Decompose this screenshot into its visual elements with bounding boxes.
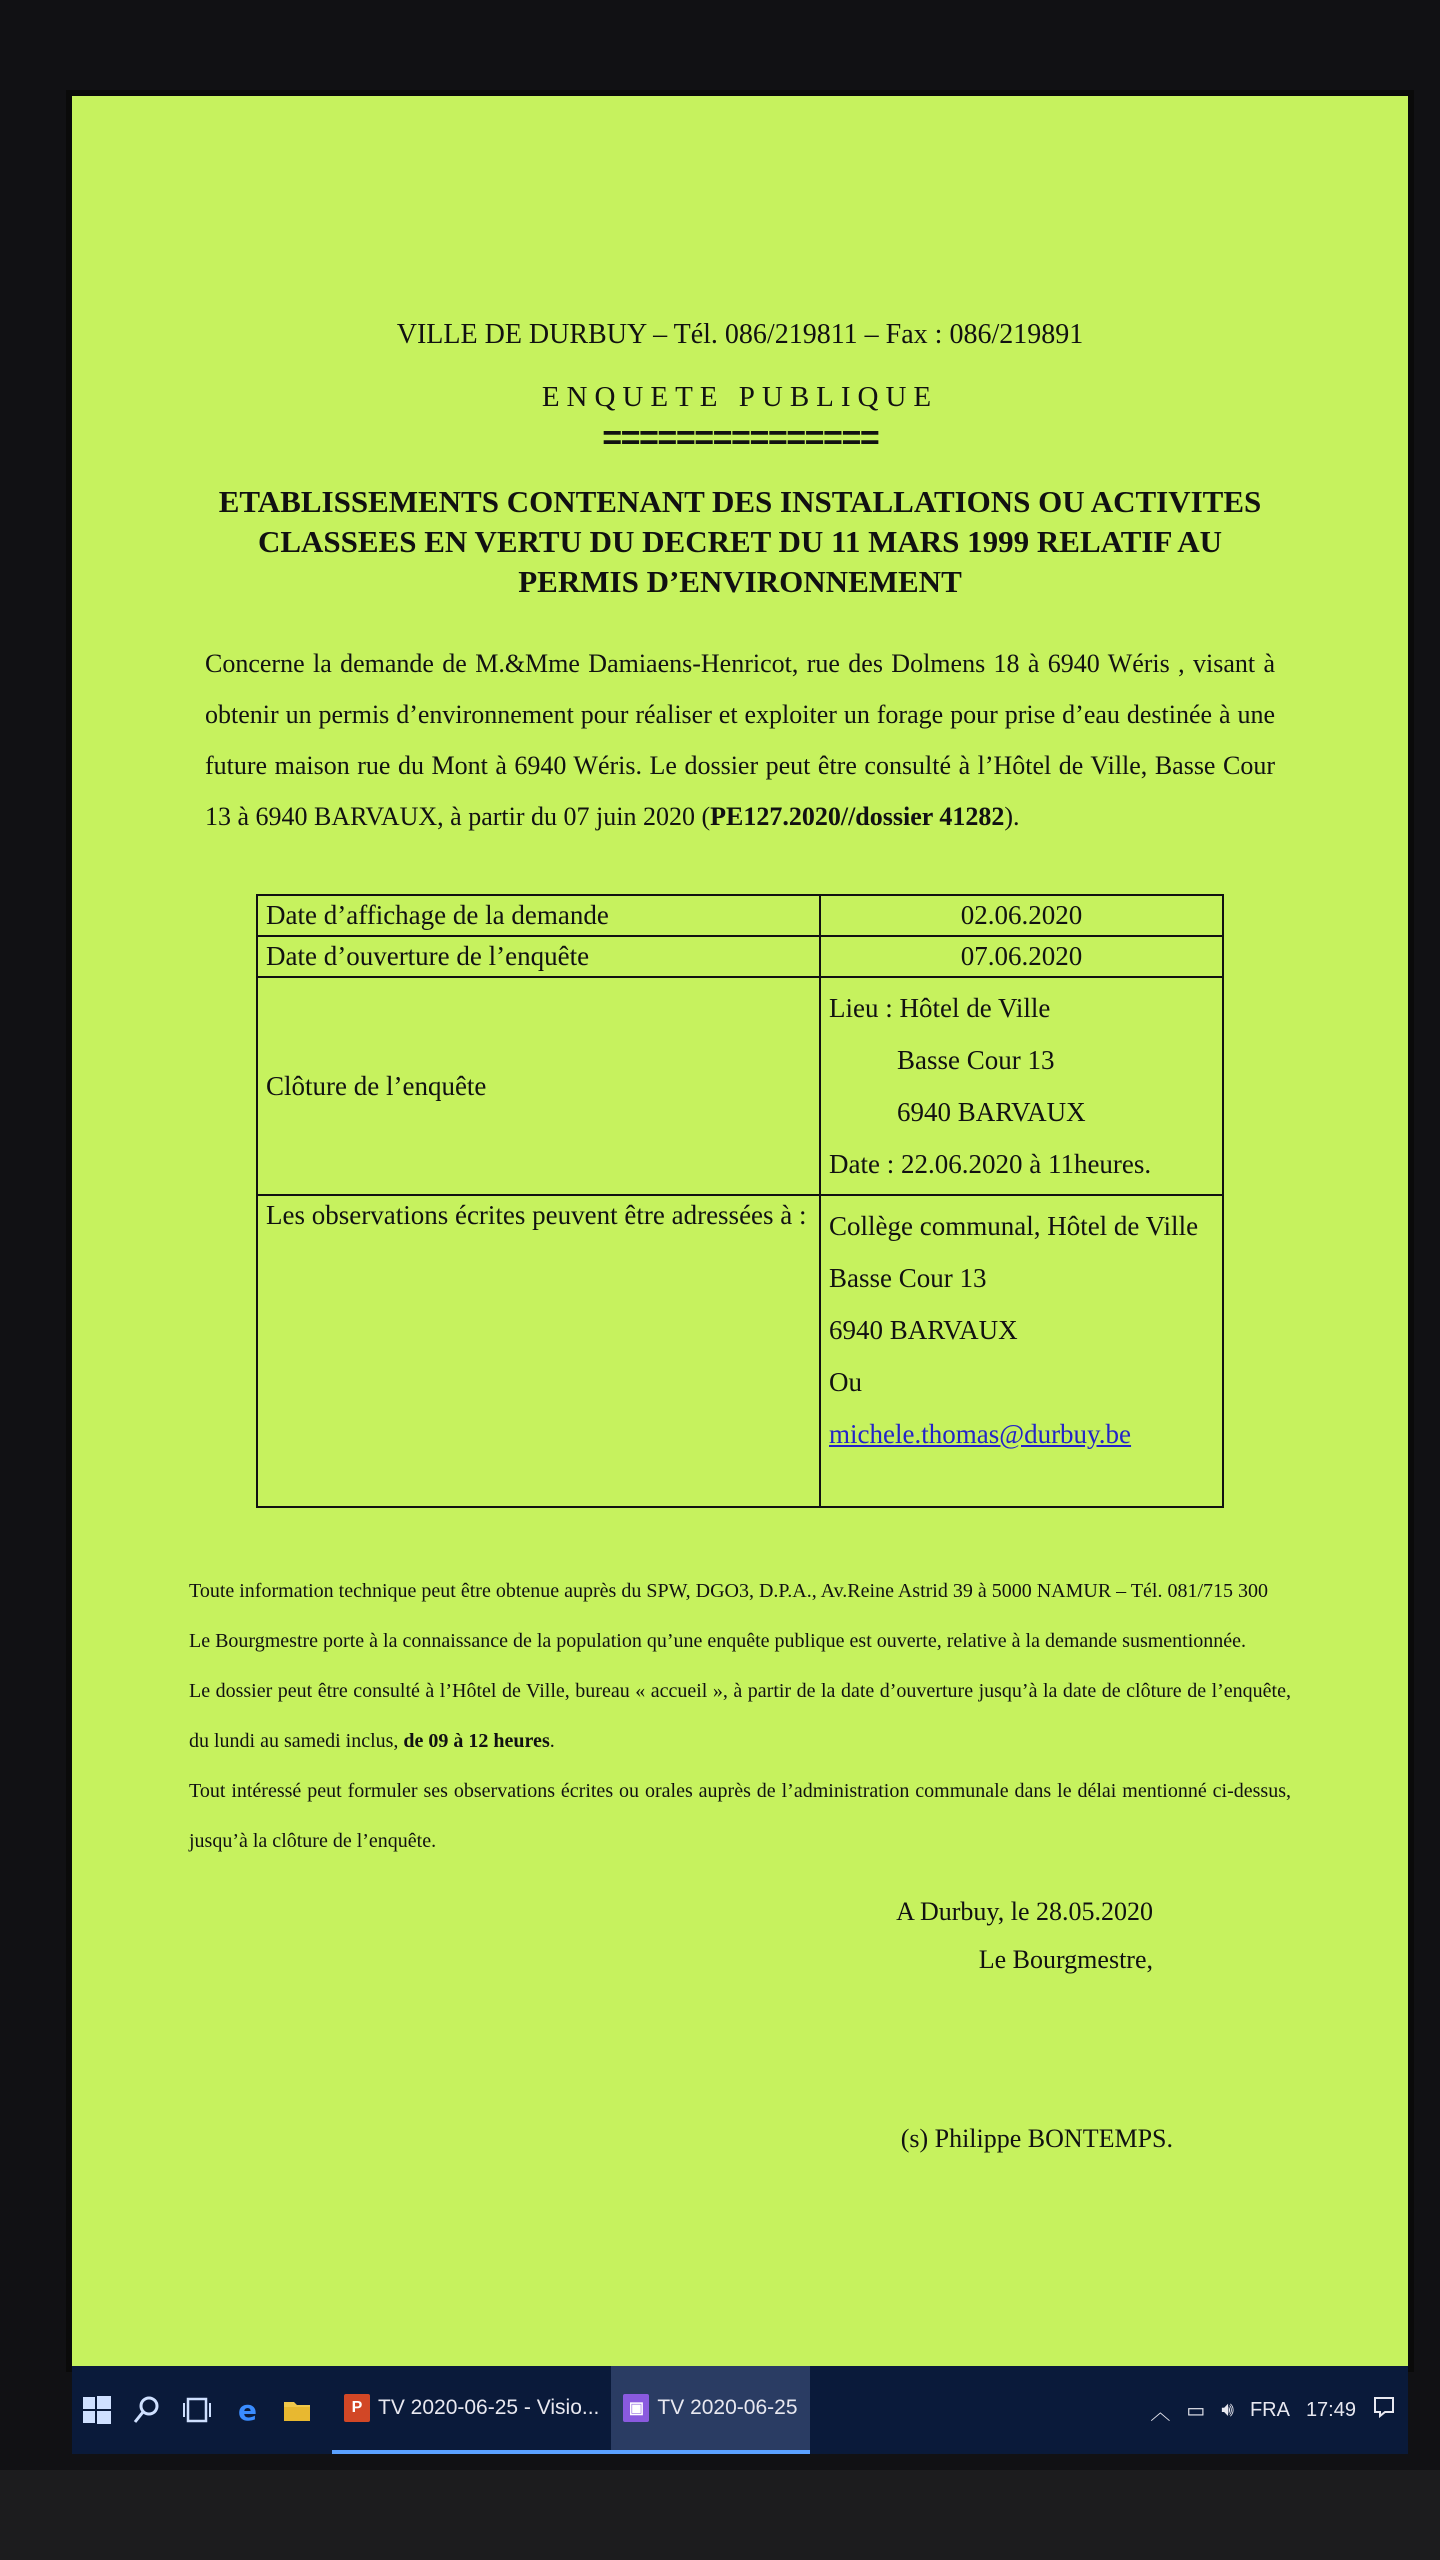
intro-text: Concerne la demande de M.&Mme Damiaens-Henricot, rue des Dolmens 18 à 6940 Wéris , visant à obtenir un permis d’environnement pour réaliser et exploiter un forage pour prise d’eau destinée à une future maison rue du Mont à 6940 Wéris. Le dossier peut être consulté à l’Hôtel de Ville, Basse Cour 13 à 6940 BARVAUX, à partir du 07 juin 2020 ( bbox=[205, 649, 1275, 831]
notice-title bbox=[187, 482, 1293, 602]
closing-line: Date : 22.06.2020 à 11heures. bbox=[829, 1149, 1152, 1179]
language-indicator[interactable]: FRA bbox=[1249, 2398, 1290, 2421]
email-link[interactable]: michele.thomas@durbuy.be bbox=[829, 1419, 1132, 1449]
note-text-end: . bbox=[549, 1730, 555, 1752]
dates-table bbox=[256, 894, 1224, 1508]
dossier-reference: PE127.2020//dossier 41282 bbox=[710, 802, 1005, 831]
address-line: Collège communal, Hôtel de Ville bbox=[829, 1211, 1199, 1241]
title-line: ETABLISSEMENTS CONTENANT DES INSTALLATIONS OU ACTIVITES bbox=[218, 484, 1262, 519]
search-icon[interactable] bbox=[122, 2366, 172, 2454]
monitor-bezel bbox=[0, 2470, 1440, 2560]
heading-rule: =============== bbox=[601, 422, 879, 460]
title-line: PERMIS D’ENVIRONNEMENT bbox=[518, 564, 962, 599]
table-row bbox=[257, 1195, 1223, 1507]
request-paragraph bbox=[187, 638, 1293, 842]
notice-heading: ENQUETE PUBLIQUE bbox=[541, 381, 939, 413]
row-label: Clôture de l’enquête bbox=[257, 977, 820, 1195]
row-label: Date d’affichage de la demande bbox=[257, 895, 820, 936]
notice-document bbox=[187, 201, 1293, 2154]
edge-browser-icon[interactable] bbox=[222, 2366, 272, 2454]
viewer-app-icon: ▣ bbox=[623, 2394, 649, 2422]
system-tray bbox=[1150, 2395, 1408, 2425]
title-line: CLASSEES EN VERTU DU DECRET DU 11 MARS 1999 RELATIF AU bbox=[257, 524, 1223, 559]
svg-text:e: e bbox=[238, 2395, 257, 2425]
row-label: Les observations écrites peuvent être adressées à : bbox=[257, 1195, 820, 1507]
volume-icon[interactable]: 🔊︎ bbox=[1221, 2398, 1234, 2421]
town-header: VILLE DE DURBUY – Tél. 086/219811 – Fax : 086/219891 bbox=[396, 319, 1084, 350]
document-viewer-screen bbox=[72, 96, 1408, 2366]
place-date: A Durbuy, le 28.05.2020 bbox=[896, 1897, 1153, 1926]
taskbar-app-viewer[interactable] bbox=[611, 2366, 809, 2454]
closing-line: Lieu : Hôtel de Ville bbox=[829, 993, 1051, 1023]
note-paragraph: Le Bourgmestre porte à la connaissance de la population qu’une enquête publique est ouverte, relative à la demande susmentionnée. bbox=[189, 1630, 1247, 1652]
closing-line: Basse Cour 13 bbox=[897, 1045, 1055, 1075]
row-value: 02.06.2020 bbox=[820, 895, 1223, 936]
windows-start-icon[interactable] bbox=[72, 2366, 122, 2454]
table-row bbox=[257, 895, 1223, 936]
notes-section bbox=[187, 1566, 1293, 1866]
address-line: 6940 BARVAUX bbox=[829, 1315, 1018, 1345]
closing-details bbox=[820, 977, 1223, 1195]
signatory-title: Le Bourgmestre, bbox=[978, 1945, 1153, 1974]
address-line: Basse Cour 13 bbox=[829, 1263, 987, 1293]
note-paragraph: Toute information technique peut être obtenue auprès du SPW, DGO3, D.P.A., Av.Reine Astrid 39 à 5000 NAMUR – Tél. 081/715 300 bbox=[189, 1580, 1269, 1602]
app-label: TV 2020-06-25 - Visio... bbox=[378, 2396, 600, 2419]
intro-end: ). bbox=[1004, 802, 1020, 831]
note-paragraph: Tout intéressé peut formuler ses observations écrites ou orales auprès de l’administration communale dans le délai mentionné ci-dessus, jusqu’à la clôture de l’enquête. bbox=[189, 1780, 1291, 1852]
row-label: Date d’ouverture de l’enquête bbox=[257, 936, 820, 977]
note-text: Le dossier peut être consulté à l’Hôtel de Ville, bureau « accueil », à partir de la date d’ouverture jusqu’à la date de clôture de l’enquête, du lundi au samedi inclus, bbox=[189, 1680, 1291, 1752]
row-value: 07.06.2020 bbox=[820, 936, 1223, 977]
notification-icon[interactable] bbox=[1372, 2395, 1396, 2425]
taskbar bbox=[72, 2366, 1408, 2454]
signatory-name: (s) Philippe BONTEMPS. bbox=[900, 2124, 1173, 2153]
table-row bbox=[257, 936, 1223, 977]
signature-block bbox=[187, 1888, 1293, 1984]
clock[interactable]: 17:49 bbox=[1305, 2398, 1356, 2421]
file-explorer-icon[interactable] bbox=[272, 2366, 322, 2454]
address-line: Ou bbox=[829, 1367, 862, 1397]
closing-line: 6940 BARVAUX bbox=[897, 1097, 1086, 1127]
task-view-icon[interactable] bbox=[172, 2366, 222, 2454]
office-hours: de 09 à 12 heures bbox=[403, 1730, 550, 1752]
taskbar-app-visio[interactable] bbox=[332, 2366, 611, 2454]
app-label: TV 2020-06-25 bbox=[657, 2396, 798, 2419]
powerpoint-icon: P bbox=[344, 2394, 370, 2422]
table-row bbox=[257, 977, 1223, 1195]
chevron-up-icon[interactable]: ︿ bbox=[1150, 2401, 1171, 2424]
network-icon[interactable]: ▭ bbox=[1186, 2399, 1206, 2422]
note-paragraph bbox=[189, 1666, 1291, 1766]
address-details bbox=[820, 1195, 1223, 1507]
